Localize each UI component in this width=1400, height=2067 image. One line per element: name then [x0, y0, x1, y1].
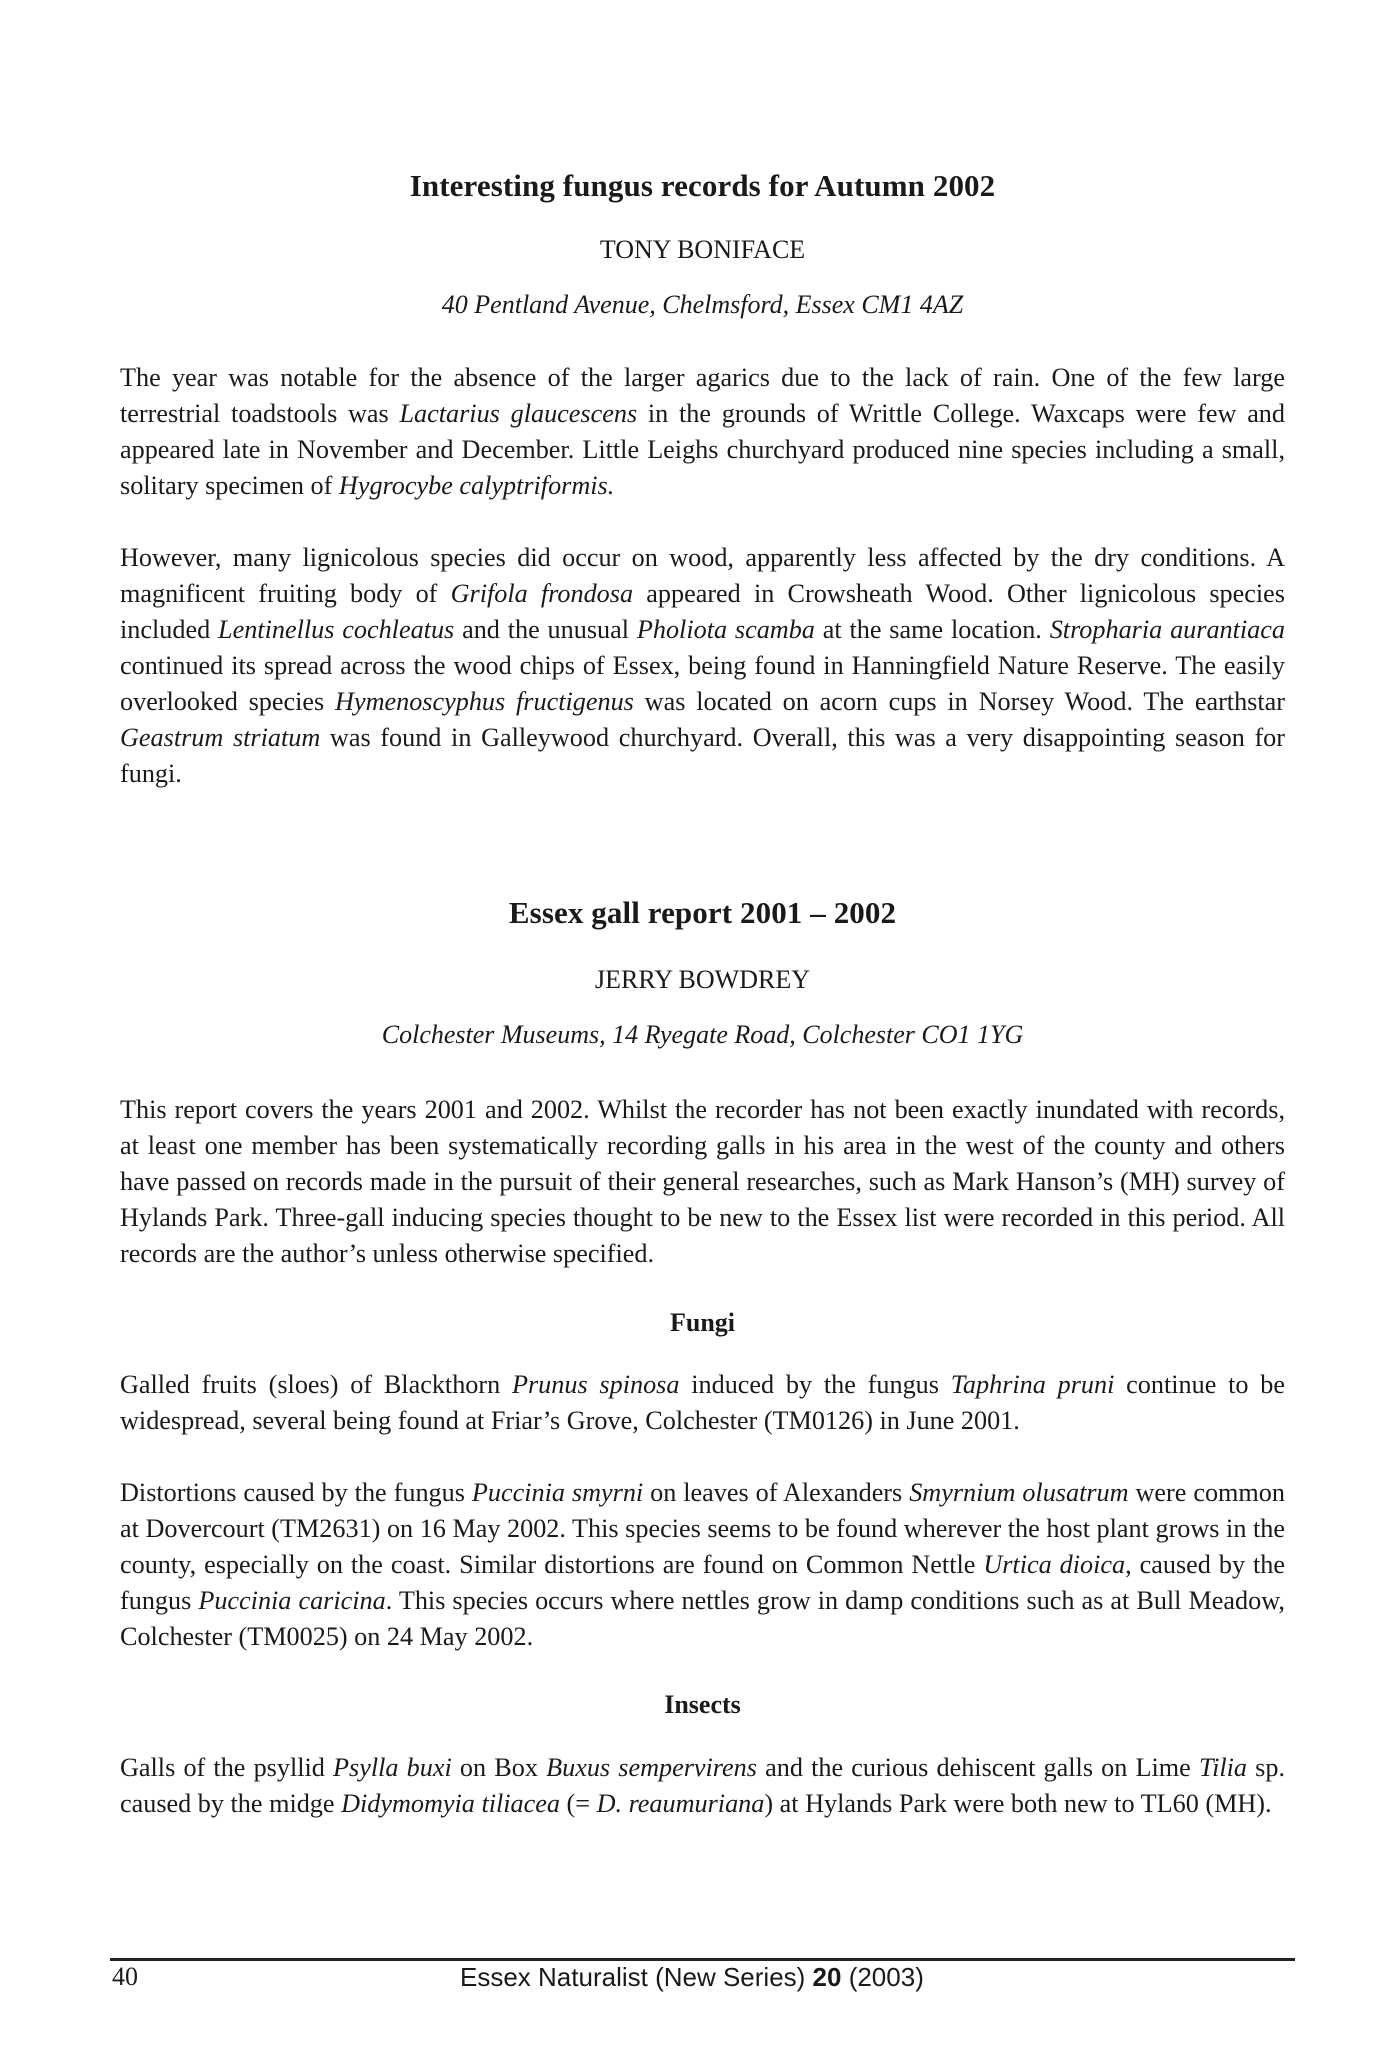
text: However, many lignicolous species did occur on wood, apparently less affected by the dry conditions. A magnificent fruiting body of [120, 543, 1285, 608]
text: continue to be widespread, several being found at Friar’s Grove, Colchester (TM0126) in June 2001. [120, 1370, 1285, 1435]
journal-name: Essex Naturalist (New Series) [460, 1962, 813, 1992]
text: and the unusual [454, 615, 637, 644]
text: sp. caused by the midge [120, 1753, 1285, 1818]
article-title: Interesting fungus records for Autumn 2002 [409, 168, 996, 203]
species-name: Buxus sempervirens [546, 1753, 757, 1782]
journal-year: (2003) [841, 1962, 924, 1992]
species-name: D. reaumuriana [596, 1789, 765, 1818]
species-name: Hygrocybe calyptriformis. [338, 471, 615, 500]
text: induced by the fungus [679, 1370, 951, 1399]
article-author: TONY BONIFACE [599, 235, 806, 264]
species-name: Pholiota scamba [636, 615, 815, 644]
text: Distortions caused by the fungus [120, 1478, 472, 1507]
author-address: Colchester Museums, 14 Ryegate Road, Colchester CO1 1YG [381, 1020, 1024, 1049]
species-name: Lactarius glaucescens [399, 399, 638, 428]
paragraph [120, 1750, 1285, 1822]
article-author: JERRY BOWDREY [595, 965, 810, 994]
species-name: Puccinia caricina [198, 1586, 386, 1615]
paragraph [120, 1475, 1285, 1655]
text: was located on acorn cups in Norsey Wood. The earthstar [633, 687, 1285, 716]
text: Galled fruits (sloes) of Blackthorn [120, 1370, 512, 1399]
text: (= [559, 1789, 597, 1818]
text: on leaves of Alexanders [643, 1478, 910, 1507]
species-name: Taphrina pruni [950, 1370, 1115, 1399]
text: continued its spread across the wood chips of Essex, being found in Hanningfield Nature Reserve. The easily overlooked species [120, 651, 1285, 716]
section-heading: Insects [664, 1690, 741, 1719]
species-name: Puccinia smyrni [471, 1478, 644, 1507]
species-name: Hymenoscyphus fructigenus [335, 687, 634, 716]
journal-citation [460, 1962, 1080, 1993]
section-heading: Fungi [669, 1308, 736, 1337]
text: , caused by the fungus [120, 1550, 1285, 1615]
species-name: Urtica dioica [983, 1550, 1126, 1579]
paragraph [120, 1367, 1285, 1439]
text: were common at Dovercourt (TM2631) on 16 May 2002. This species seems to be found wherever the host plant grows in the county, especially on the coast. Similar distortions are found on Common Nettle [120, 1478, 1285, 1579]
species-name: Grifola frondosa [450, 579, 634, 608]
text: The year was notable for the absence of the larger agarics due to the lack of rain. One of the few large terrestrial toadstools was [120, 363, 1285, 428]
text: Galls of the psyllid [120, 1753, 334, 1782]
species-name: Psylla buxi [333, 1753, 452, 1782]
paragraph [120, 360, 1285, 504]
species-name: Prunus spinosa [511, 1370, 680, 1399]
journal-volume: 20 [812, 1962, 842, 1992]
text: was found in Galleywood churchyard. Overall, this was a very disappointing season for fungi. [120, 723, 1285, 788]
species-name: Lentinellus cochleatus [218, 615, 455, 644]
text: appeared in Crowsheath Wood. Other lignicolous species included [120, 579, 1285, 644]
species-name: Geastrum striatum [120, 723, 321, 752]
paragraph [120, 540, 1285, 792]
page-number: 40 [112, 1962, 138, 1991]
text: in the grounds of Writtle College. Waxcaps were few and appeared late in November and December. Little Leighs churchyard produced nine species including a small, solitary specimen of [120, 399, 1285, 500]
species-name: Tilia [1198, 1753, 1247, 1782]
text: ) at Hylands Park were both new to TL60 (MH). [764, 1789, 1272, 1818]
article-title: Essex gall report 2001 – 2002 [508, 895, 897, 930]
text: . This species occurs where nettles grow in damp conditions such as at Bull Meadow, Colchester (TM0025) on 24 May 2002. [120, 1586, 1285, 1651]
text: at the same location. [814, 615, 1050, 644]
text: and the curious dehiscent galls on Lime [756, 1753, 1199, 1782]
species-name: Didymomyia tiliacea [341, 1789, 560, 1818]
paragraph [120, 1092, 1285, 1272]
text: This report covers the years 2001 and 2002. Whilst the recorder has not been exactly inundated with records, at least one member has been systematically recording galls in his area in the west of the county and others have passed on records made in the pursuit of their general researches, such as Mark Hanson’s (MH) survey of Hylands Park. Three-gall inducing species thought to be new to the Essex list were recorded in this period. All records are the author’s unless otherwise specified. [120, 1095, 1285, 1268]
footer-divider [110, 1958, 1295, 1961]
text: on Box [451, 1753, 547, 1782]
species-name: Stropharia aurantiaca [1049, 615, 1285, 644]
author-address: 40 Pentland Avenue, Chelmsford, Essex CM1 4AZ [441, 290, 964, 319]
species-name: Smyrnium olusatrum [909, 1478, 1129, 1507]
